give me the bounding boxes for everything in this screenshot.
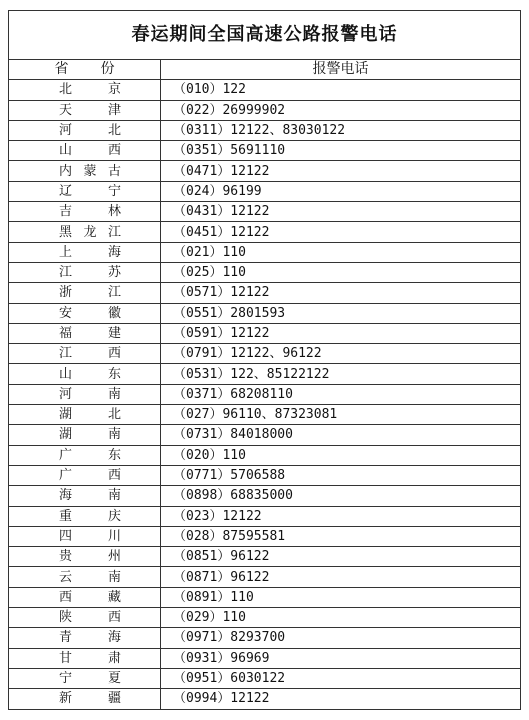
province-name: 河北 [59,123,121,139]
province-cell [9,587,161,607]
province-name: 贵州 [59,549,121,565]
table-row [9,628,520,648]
header-phone-cell: 报警电话 [312,61,369,78]
table-row [9,242,520,262]
province-name: 福建 [59,326,121,341]
province-cell [9,120,161,140]
table-row [9,181,520,201]
phone-cell: （028）87595581 [161,526,521,546]
phone-cell: （0891）110 [161,587,521,607]
province-name: 海南 [59,488,121,504]
province-name: 安徽 [59,305,121,321]
phone-cell: （027）96110、87323081 [161,405,521,425]
province-name: 河南 [59,386,121,402]
phone-cell: （0994）12122 [161,689,521,709]
province-cell [9,141,161,161]
province-name: 内蒙古 [59,163,121,179]
table-row [9,608,520,628]
phone-cell: （021）110 [161,242,521,262]
table-row [9,567,520,587]
province-cell [9,648,161,668]
province-name: 黑龙江 [59,224,121,240]
table-body [9,60,520,709]
phone-cell: （0531）122、85122122 [161,364,521,384]
province-name: 新疆 [59,691,121,707]
province-cell [9,608,161,628]
phone-cell: （0351）5691110 [161,141,521,161]
province-cell [9,161,161,181]
phone-cell: （0731）84018000 [161,425,521,445]
phone-cell: （0451）12122 [161,222,521,242]
hotline-table [9,60,520,709]
phone-cell: （029）110 [161,608,521,628]
province-name: 甘肃 [59,650,121,666]
phone-cell: （0931）96969 [161,648,521,668]
province-name: 宁夏 [59,671,121,687]
province-cell [9,222,161,242]
table-row [9,161,520,181]
province-name: 广西 [59,468,121,484]
province-name: 湖南 [59,427,121,443]
province-cell [9,242,161,262]
province-cell [9,445,161,465]
phone-cell: （0591）12122 [161,323,521,343]
province-cell [9,405,161,425]
table-row [9,384,520,404]
table-title: 春运期间全国高速公路报警电话 [9,11,520,60]
table-row [9,364,520,384]
table-row [9,445,520,465]
phone-cell: （023）12122 [161,506,521,526]
province-cell [9,384,161,404]
phone-cell: （0371）68208110 [161,384,521,404]
province-cell [9,526,161,546]
table-row [9,100,520,120]
table-row [9,80,520,100]
phone-cell: （0851）96122 [161,547,521,567]
phone-cell: （025）110 [161,262,521,282]
province-cell [9,506,161,526]
table-row [9,648,520,668]
province-name: 山西 [59,143,121,159]
table-row [9,465,520,485]
phone-cell: （0431）12122 [161,202,521,222]
province-name: 江苏 [59,265,121,281]
table-row [9,547,520,567]
table-row [9,526,520,546]
table-row [9,587,520,607]
table-row [9,222,520,242]
table-row [9,506,520,526]
province-name: 青海 [59,630,121,646]
province-cell [9,262,161,282]
table-row [9,283,520,303]
phone-cell: （0898）68835000 [161,486,521,506]
table-row [9,486,520,506]
table-row [9,323,520,343]
province-cell [9,486,161,506]
province-cell [9,465,161,485]
province-cell [9,100,161,120]
province-name: 辽宁 [59,183,121,199]
phone-cell: （020）110 [161,445,521,465]
table-row [9,141,520,161]
province-name: 重庆 [59,508,121,524]
table-row [9,668,520,688]
table-row [9,262,520,282]
province-cell [9,303,161,323]
province-cell [9,547,161,567]
province-cell [9,202,161,222]
phone-cell: （024）96199 [161,181,521,201]
province-cell [9,181,161,201]
province-name: 山东 [59,366,121,382]
table-row [9,425,520,445]
table-row [9,303,520,323]
phone-cell: （0971）8293700 [161,628,521,648]
phone-cell: （0771）5706588 [161,465,521,485]
province-name: 江西 [59,346,121,362]
province-name: 浙江 [59,285,121,301]
province-name: 西藏 [59,589,121,605]
province-cell [9,323,161,343]
table-row [9,405,520,425]
phone-cell: （0551）2801593 [161,303,521,323]
province-cell [9,344,161,364]
province-name: 天津 [59,102,121,118]
phone-cell: （022）26999902 [161,100,521,120]
province-name: 上海 [59,244,121,260]
hotline-table-sheet [8,10,521,710]
phone-cell: （0951）6030122 [161,668,521,688]
province-name: 云南 [59,569,121,585]
province-cell [9,628,161,648]
phone-cell: （010）122 [161,80,521,100]
province-cell [9,567,161,587]
header-province-cell [9,60,161,80]
phone-cell: （0571）12122 [161,283,521,303]
phone-cell: （0471）12122 [161,161,521,181]
province-name: 四川 [59,528,121,544]
table-row [9,120,520,140]
province-cell [9,689,161,709]
province-cell [9,425,161,445]
province-name: 吉林 [59,204,121,220]
phone-cell: （0311）12122、83030122 [161,120,521,140]
province-cell [9,668,161,688]
phone-cell: （0791）12122、96122 [161,344,521,364]
province-name: 湖北 [59,407,121,423]
province-cell [9,80,161,100]
table-row [9,202,520,222]
table-header-row [9,60,520,80]
province-name: 北京 [59,82,121,98]
province-cell [9,283,161,303]
table-row [9,689,520,709]
province-name: 陕西 [59,610,121,626]
phone-cell: （0871）96122 [161,567,521,587]
table-row [9,344,520,364]
province-name: 广东 [59,447,121,463]
province-cell [9,364,161,384]
header-province-label: 省 份 [54,61,115,78]
